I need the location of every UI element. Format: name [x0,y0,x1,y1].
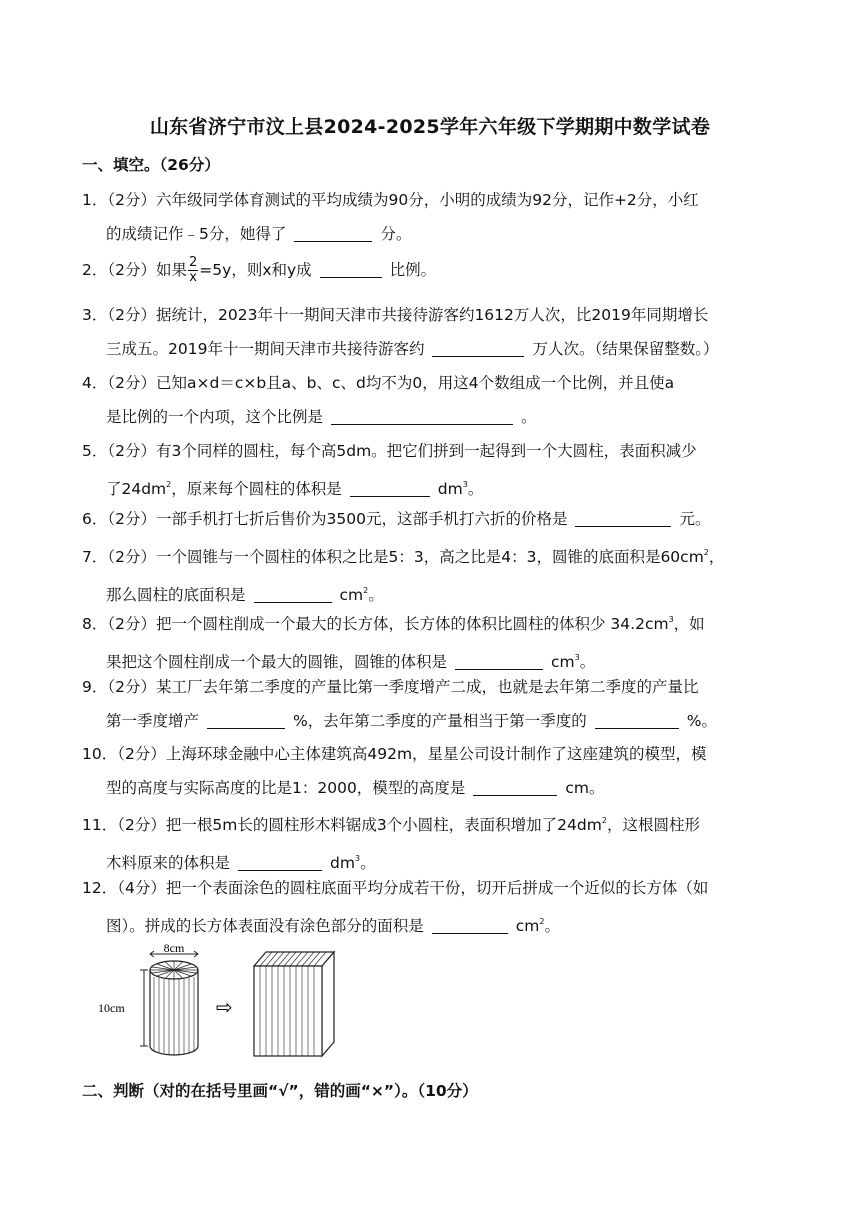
section-heading-fill-in: 一、填空。（26分） [82,156,220,174]
answer-blank[interactable] [238,852,322,871]
cylinder-to-cuboid-figure [96,942,346,1066]
question-7: 7．（2分）一个圆锥与一个圆柱的体积之比是5：3，高之比是4：3，圆锥的底面积是$60cm^2$， 那么圆柱的底面积是 $cm^2$。 [82,548,725,604]
height-label: 10cm [98,1001,125,1015]
answer-blank[interactable] [207,710,285,729]
page-title: 山东省济宁市汶上县2024-2025学年六年级下学期期中数学试卷 [149,116,711,138]
question-1: 1．（2分）六年级同学体育测试的平均成绩为90分，小明的成绩为92分，记作+2分，小红 的成绩记作﹣5分，她得了 分。 [82,191,699,243]
question-6: 6．（2分）一部手机打七折后售价为3500元，这部手机打六折的价格是 元。 [82,510,711,528]
answer-blank[interactable] [254,584,332,603]
fraction: $\frac{2}{x}$ [189,255,198,285]
answer-blank[interactable] [331,406,513,425]
answer-blank[interactable] [350,478,430,497]
answer-blank[interactable] [320,259,382,278]
answer-blank[interactable] [595,710,679,729]
question-8: 8．（2分）把一个圆柱削成一个最大的长方体，长方体的体积比圆柱的体积少 $34.2cm^3$，如 果把这个圆柱削成一个最大的圆锥，圆锥的体积是 $cm^3$。 [82,615,705,671]
transform-arrow-icon: ⇨ [216,995,233,1019]
answer-blank[interactable] [432,915,508,934]
answer-blank[interactable] [294,223,372,242]
question-10: 10．（2分）上海环球金融中心主体建筑高492m，星星公司设计制作了这座建筑的模型，模 型的高度与实际高度的比是1：2000，模型的高度是 cm。 [82,745,707,797]
answer-blank[interactable] [432,338,524,357]
question-12: 12．（4分）把一个表面涂色的圆柱底面平均分成若干份，切开后拼成一个近似的长方体（如 图）。拼成的长方体表面没有涂色部分的面积是 $cm^2$。 [82,879,709,935]
question-9: 9．（2分）某工厂去年第二季度的产量比第一季度增产二成，也就是去年第二季度的产量比 第一季度增产 %，去年第二季度的产量相当于第一季度的 %。 [82,678,717,730]
question-4: 4．（2分）已知a×d＝c×b且a、b、c、d均不为0，用这4个数组成一个比例，并且使a 是比例的一个内项，这个比例是 。 [82,374,675,426]
question-2: 2．（2分）如果 $\frac{2}{x}$ =5y，则x和y成 比例。 [82,255,437,285]
diameter-label: 8cm [163,942,185,955]
answer-blank[interactable] [575,508,671,527]
question-5: 5．（2分）有3个同样的圆柱，每个高5dm。把它们拼到一起得到一个大圆柱，表面积减少 了$24dm^2$，原来每个圆柱的体积是 $dm^3$。 [82,442,697,498]
figure-drawing [96,942,346,1062]
answer-blank[interactable] [473,777,557,796]
answer-blank[interactable] [455,651,543,670]
question-3: 3．（2分）据统计，2023年十一期间天津市共接待游客约1612万人次，比2019年同期增长 三成五。2019年十一期间天津市共接待游客约 万人次。（结果保留整数。） [82,306,719,358]
section-heading-true-false: 二、判断（对的在括号里画“√”，错的画“×”）。（10分） [82,1082,478,1100]
question-11: 11．（2分）把一根5m长的圆柱形木料锯成3个小圆柱，表面积增加了$24dm^2$，这根圆柱形 木料原来的体积是 $dm^3$。 [82,816,700,872]
